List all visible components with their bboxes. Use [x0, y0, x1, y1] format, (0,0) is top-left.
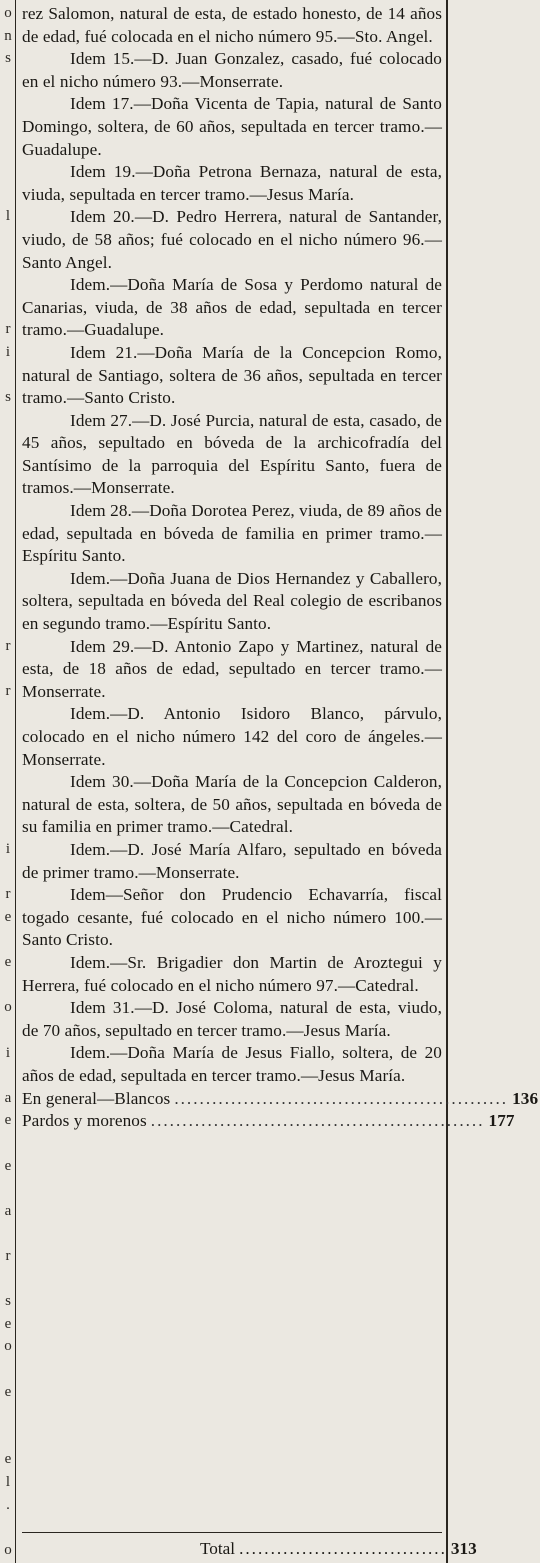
summary-value: 177 [488, 1111, 515, 1131]
register-entry: Idem.—Doña María de Sosa y Perdomo natural de Canarias, viuda, de 38 años de edad, sepultada en tercer tramo.—Guadalupe. [22, 275, 442, 340]
gutter-fragment: o [4, 5, 12, 21]
register-entry: Idem 21.—Doña María de la Concepcion Romo, natural de Santiago, soltera de 36 años, sepultada en tercer tramo.—Santo Cristo. [22, 342, 442, 408]
register-entry: rez Salomon, natural de esta, de estado honesto, de 14 años de edad, fué colocada en el nicho número 95.—Sto. Angel. [22, 4, 442, 46]
gutter-fragment: e [4, 1112, 12, 1129]
summary-value: 136 [512, 1088, 539, 1108]
summary-label: Pardos y morenos [22, 1111, 147, 1131]
gutter-fragment: s [5, 1293, 11, 1310]
register-entry: Idem 29.—D. Antonio Zapo y Martinez, natural de esta, de 18 años de edad, sepultado en tercer tramo.—Monserrate. [22, 636, 442, 701]
gutter-fragment: e [4, 1383, 12, 1400]
gutter-fragment: n [4, 27, 12, 44]
gutter-fragment: r [5, 683, 11, 699]
summary-row-blancos [22, 1088, 539, 1111]
gutter-fragment: a [4, 1089, 12, 1106]
left-column-edge [0, 0, 16, 1563]
gutter-fragment: o [4, 1541, 12, 1558]
leader-dots: ..................................................... [150, 1111, 485, 1131]
gutter-fragment: a [4, 1202, 12, 1219]
gutter-fragment: i [5, 344, 11, 360]
register-entry: Idem 30.—Doña María de la Concepcion Calderon, natural de esta, soltera, de 50 años, sepultada en bóveda de su familia en primer tramo.—Catedral. [22, 772, 442, 837]
register-entry: Idem 20.—D. Pedro Herrera, natural de Santander, viudo, de 58 años; fué colocado en el nicho número 96.—Santo Angel. [22, 207, 442, 272]
gutter-fragment: o [4, 999, 12, 1016]
total-value: 313 [450, 1539, 477, 1558]
gutter-fragment: i [5, 841, 11, 858]
leader-dots: ................................. [239, 1539, 447, 1558]
total-label: Total [200, 1539, 236, 1558]
gutter-fragment: r [5, 637, 11, 654]
register-entry: Idem 31.—D. José Coloma, natural de esta, viudo, de 70 años, sepultado en tercer tramo.—Jesus María. [22, 998, 442, 1040]
gutter-fragment: r [5, 886, 11, 903]
register-entry: Idem.—Sr. Brigadier don Martin de Aroztegui y Herrera, fué colocado en el nicho número 97.—Catedral. [22, 952, 442, 995]
register-entry: Idem 15.—D. Juan Gonzalez, casado, fué colocado en el nicho número 93.—Monserrate. [22, 49, 442, 91]
gutter-fragment: e [4, 1451, 12, 1468]
gutter-fragment: e [4, 954, 12, 971]
gutter-fragment: e [4, 909, 12, 925]
gutter-fragment: . [6, 1496, 10, 1513]
register-entry: Idem 19.—Doña Petrona Bernaza, natural de esta, viuda, sepultada en tercer tramo.—Jesus María. [22, 162, 442, 204]
register-entry: Idem—Señor don Prudencio Echavarría, fiscal togado cesante, fué colocado en el nicho número 100.—Santo Cristo. [22, 885, 442, 950]
leader-dots: ..................................................... [174, 1088, 509, 1108]
burial-register-column [22, 3, 539, 1133]
gutter-fragment: s [5, 50, 11, 67]
summary-row-pardos [22, 1110, 515, 1133]
gutter-fragment: l [5, 1474, 11, 1490]
register-entry: Idem.—Doña María de Jesus Fiallo, soltera, de 20 años de edad, sepultada en tercer tramo.—Jesus María. [22, 1043, 442, 1085]
gutter-fragment: r [5, 321, 11, 338]
right-column-rule [446, 0, 453, 1563]
total-rule [22, 1532, 442, 1533]
register-entry: Idem.—D. Antonio Isidoro Blanco, párvulo, colocado en el nicho número 142 del coro de ángeles.—Monserrate. [22, 704, 442, 769]
register-entry: Idem.—D. José María Alfaro, sepultado en bóveda de primer tramo.—Monserrate. [22, 839, 442, 882]
gutter-fragment: r [5, 1248, 11, 1264]
register-entry: Idem 27.—D. José Purcia, natural de esta, casado, de 45 años, sepultado en bóveda de la archicofradía del Santísimo de la parroquia del Espíritu Santo, fuera de tramos.—Monserrate. [22, 410, 442, 498]
register-entry: Idem.—Doña Juana de Dios Hernandez y Caballero, soltera, sepultada en bóveda del Real colegio de escribanos en segundo tramo.—Espíritu Santo. [22, 568, 442, 634]
register-entry: Idem 17.—Doña Vicenta de Tapia, natural de Santo Domingo, soltera, de 60 años, sepultada en tercer tramo.—Guadalupe. [22, 94, 442, 159]
register-entry: Idem 28.—Doña Dorotea Perez, viuda, de 89 años de edad, sepultada en bóveda de familia en primer tramo.—Espíritu Santo. [22, 501, 442, 566]
gutter-fragment: o [4, 1338, 12, 1355]
gutter-fragment: e [4, 1315, 12, 1332]
gutter-fragment: e [4, 1157, 12, 1174]
gutter-fragment: s [5, 389, 11, 406]
gutter-fragment: i [5, 1044, 11, 1061]
summary-row-total [200, 1538, 477, 1560]
gutter-fragment: l [5, 208, 11, 225]
summary-label: En general—Blancos [22, 1088, 171, 1108]
